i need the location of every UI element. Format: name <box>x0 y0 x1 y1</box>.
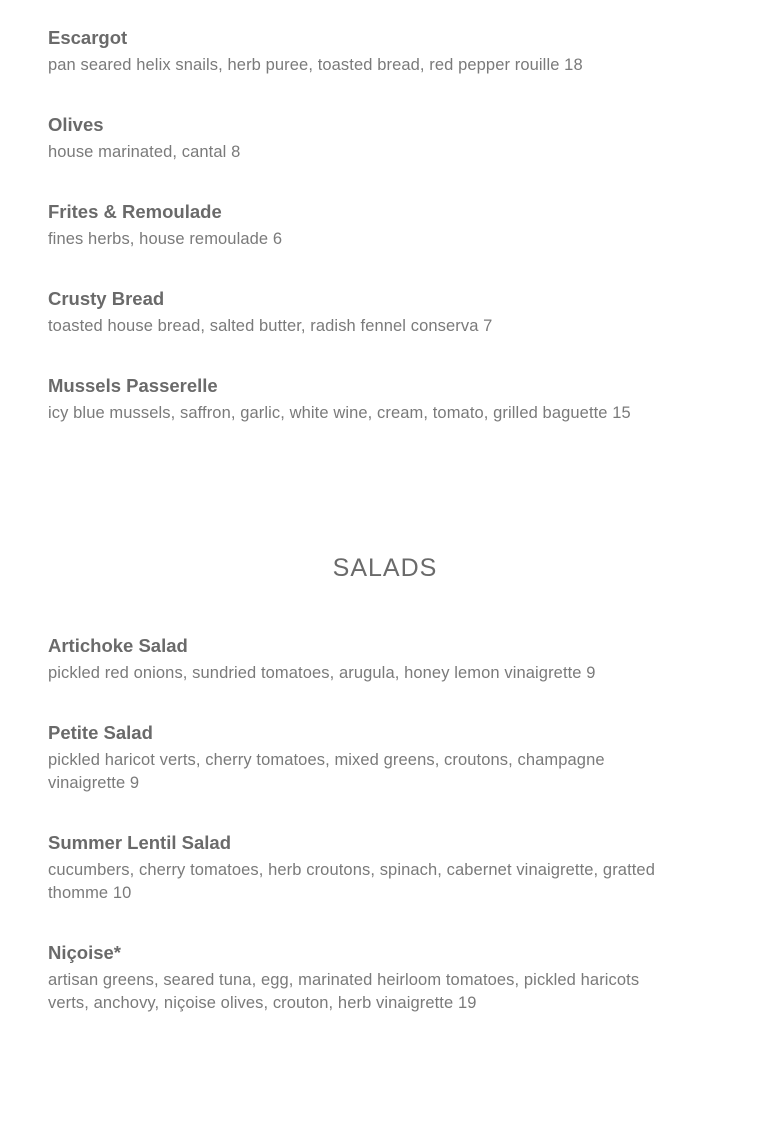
item-description: icy blue mussels, saffron, garlic, white wine, cream, tomato, grilled baguette 15 <box>48 404 631 422</box>
menu-item-summer-lentil-salad <box>48 831 668 905</box>
item-description: house marinated, cantal 8 <box>48 143 241 161</box>
item-name: Artichoke Salad <box>48 635 188 656</box>
item-description: pickled red onions, sundried tomatoes, arugula, honey lemon vinaigrette 9 <box>48 664 596 682</box>
item-description: artisan greens, seared tuna, egg, marinated heirloom tomatoes, pickled haricots verts, anchovy, niçoise olives, crouton, herb vinaigrette 19 <box>48 971 640 1012</box>
menu-item-crusty-bread <box>48 287 668 338</box>
item-description: pickled haricot verts, cherry tomatoes, mixed greens, croutons, champagne vinaigrette 9 <box>48 751 605 792</box>
menu-item-petite-salad <box>48 721 668 795</box>
item-description: cucumbers, cherry tomatoes, herb croutons, spinach, cabernet vinaigrette, gratted thomme 10 <box>48 861 655 902</box>
menu-item-escargot <box>48 26 668 77</box>
item-description: pan seared helix snails, herb puree, toasted bread, red pepper rouille 18 <box>48 56 583 74</box>
item-name: Summer Lentil Salad <box>48 832 231 853</box>
menu-item-mussels <box>48 374 668 425</box>
item-name: Frites & Remoulade <box>48 201 222 222</box>
menu-page <box>48 26 668 1015</box>
item-name: Escargot <box>48 27 128 48</box>
item-description: fines herbs, house remoulade 6 <box>48 230 283 248</box>
item-name: Crusty Bread <box>48 288 165 309</box>
section-title-salads: SALADS <box>332 554 438 582</box>
menu-item-artichoke-salad <box>48 634 668 685</box>
item-name: Niçoise* <box>48 942 122 963</box>
item-description: toasted house bread, salted butter, radish fennel conserva 7 <box>48 317 493 335</box>
item-name: Petite Salad <box>48 722 153 743</box>
item-name: Olives <box>48 114 104 135</box>
item-name: Mussels Passerelle <box>48 375 218 396</box>
menu-item-olives <box>48 113 668 164</box>
menu-item-frites <box>48 200 668 251</box>
menu-item-nicoise <box>48 941 668 1015</box>
